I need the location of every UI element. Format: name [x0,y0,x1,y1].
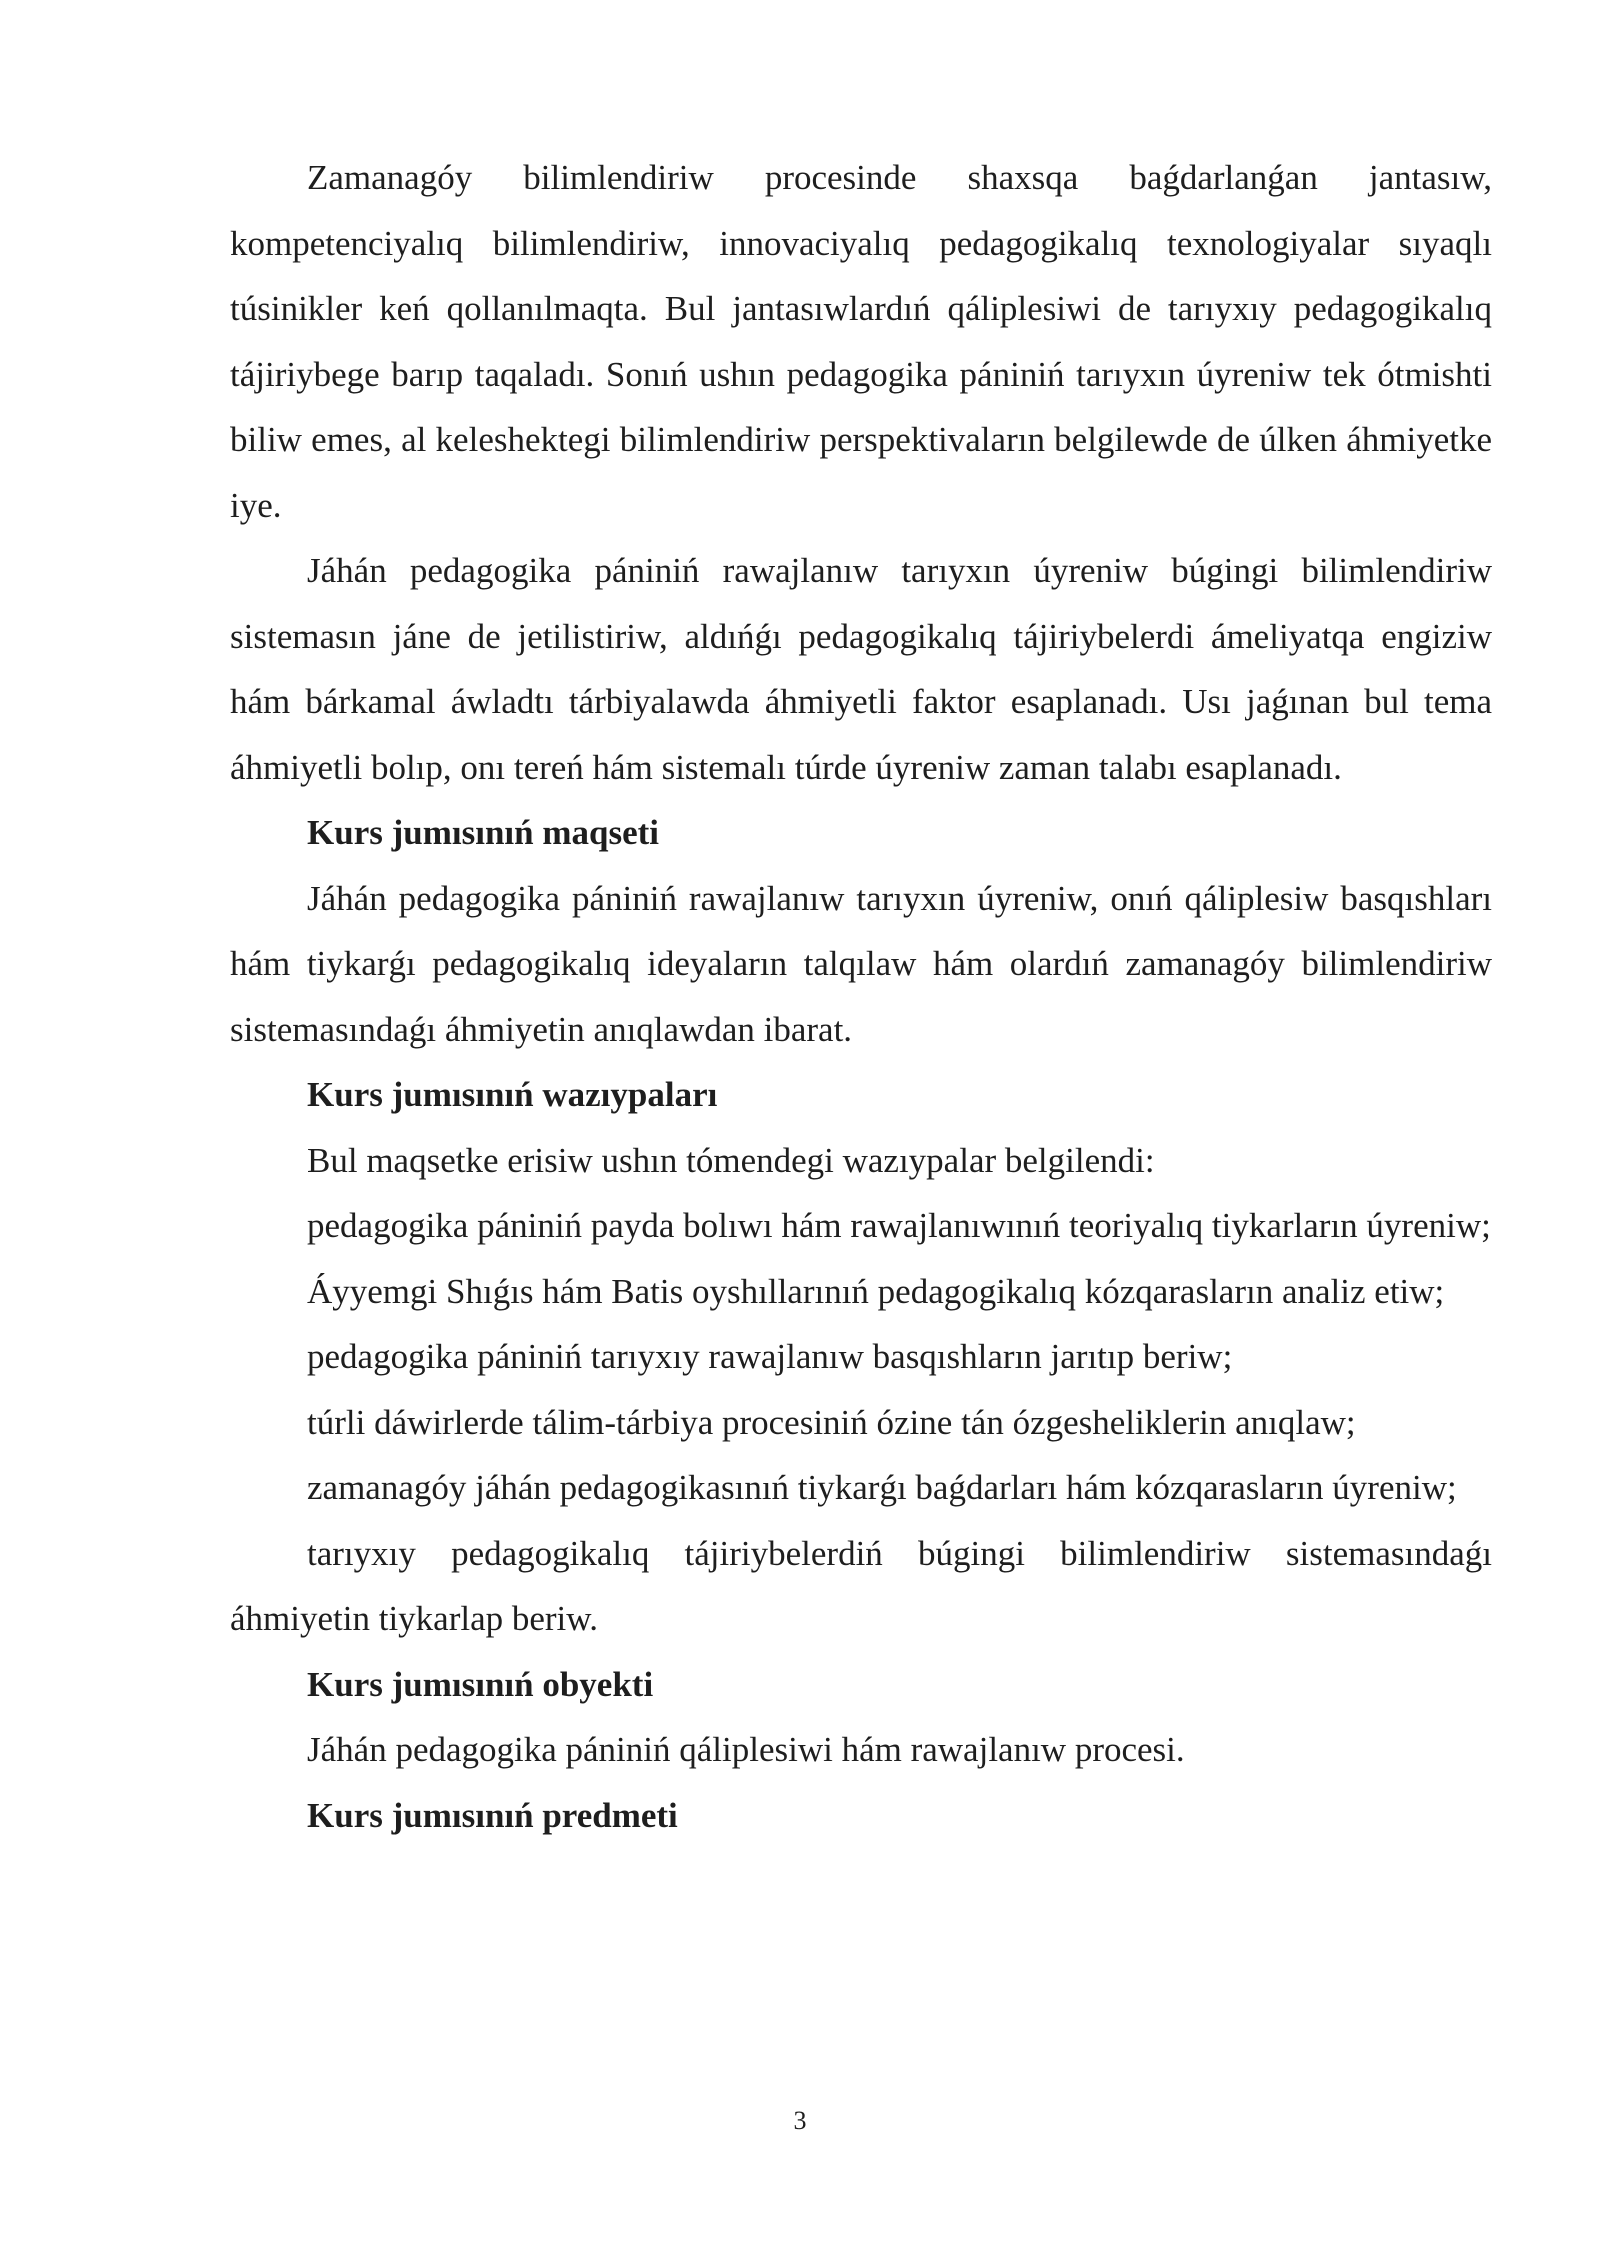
goal-heading: Kurs jumısınıń maqseti [307,813,659,852]
tasks-intro: Bul maqsetke erisiw ushın tómendegi wazıypalar belgilendi: [307,1140,1155,1180]
task-item: pedagogika pániniń tarıyxıy rawajlanıw basqıshların jarıtıp beriw; [307,1337,1233,1376]
task-item: túrli dáwirlerde tálim-tárbiya procesiniń ózine tán ózgesheliklerin anıqlaw; [307,1402,1356,1442]
goal-text: Jáhán pedagogika pániniń rawajlanıw tarıyxın úyreniw, onıń qáliplesiw basqıshları hám tiykarǵı pedagogikalıq ideyaların talqılaw hám olardıń zamanagóy bilimlendiriw sistemasındaǵı áhmiyetin anıqlawdan ibarat. [230,878,1492,1049]
task-item: tarıyxıy pedagogikalıq tájiriybelerdiń búgingi bilimlendiriw sistemasındaǵı áhmiyetin tiykarlap beriw. [230,1533,1492,1638]
task-item: zamanagóy jáhán pedagogikasınıń tiykarǵı baǵdarları hám kózqarasların úyreniw; [307,1468,1457,1507]
tasks-heading: Kurs jumısınıń wazıypaları [307,1075,718,1114]
page-body [230,145,1492,1848]
task-item: Áyyemgi Shıǵıs hám Batis oyshıllarınıń pedagogikalıq kózqarasların analiz etiw; [307,1271,1445,1311]
object-heading: Kurs jumısınıń obyekti [307,1664,654,1704]
page-number: 3 [793,2106,807,2135]
intro-paragraph-2: Jáhán pedagogika pániniń rawajlanıw tarıyxın úyreniw búgingi bilimlendiriw sistemasın jáne de jetilistiriw, aldıńǵı pedagogikalıq tájiriybelerdi ámeliyatqa engiziw hám bárkamal áwladtı tárbiyalawda áhmiyetli faktor esaplanadı. Usı jaǵınan bul tema áhmiyetli bolıp, onı tereń hám sistemalı túrde úyreniw zaman talabı esaplanadı. [230,551,1492,787]
object-text: Jáhán pedagogika pániniń qáliplesiwi hám rawajlanıw procesi. [307,1730,1185,1769]
task-item: pedagogika pániniń payda bolıwı hám rawajlanıwınıń teoriyalıq tiykarların úyreniw; [307,1206,1491,1245]
subject-heading: Kurs jumısınıń predmeti [307,1795,678,1835]
intro-paragraph-1: Zamanagóy bilimlendiriw procesinde shaxsqa baǵdarlanǵan jantasıw, kompetenciyalıq bilimlendiriw, innovaciyalıq pedagogikalıq texnologiyalar sıyaqlı túsinikler keń qollanılmaqta. Bul jantasıwlardıń qáliplesiwi de tarıyxıy pedagogikalıq tájiriybege barıp taqaladı. Sonıń ushın pedagogika pániniń tarıyxın úyreniw tek ótmishti biliw emes, al keleshektegi bilimlendiriw perspektivaların belgilewde de úlken áhmiyetke iye. [230,158,1492,525]
